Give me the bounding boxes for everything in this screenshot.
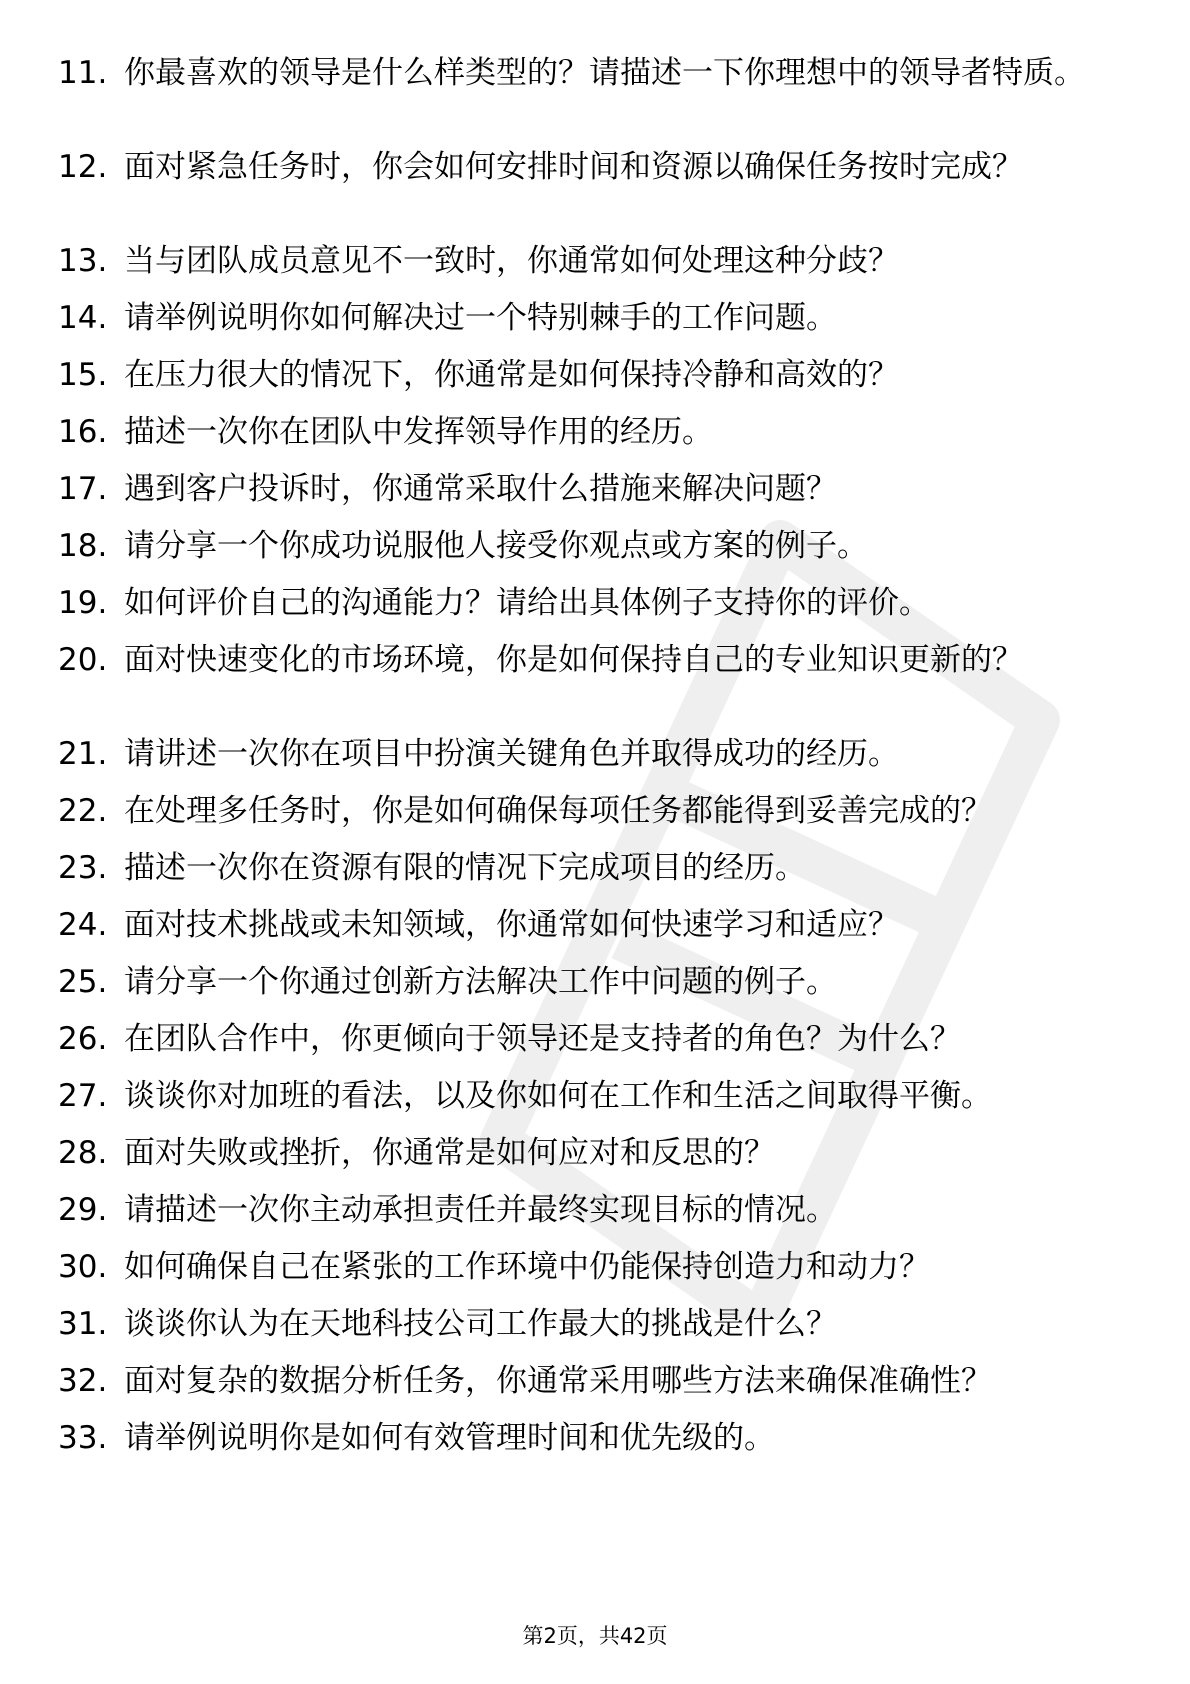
question-text: 在压力很大的情况下，你通常是如何保持冷静和高效的？ xyxy=(124,357,899,393)
question-number: 15. xyxy=(58,357,108,393)
question-text: 在团队合作中，你更倾向于领导还是支持者的角色？为什么？ xyxy=(124,1021,961,1057)
question-item xyxy=(58,1132,1128,1175)
question-item xyxy=(58,1303,1128,1346)
page-number-footer: 第2页，共42页 xyxy=(522,1624,668,1648)
question-item xyxy=(58,1018,1128,1061)
question-number: 18. xyxy=(58,528,108,564)
question-item xyxy=(58,847,1128,890)
question-text: 面对失败或挫折，你通常是如何应对和反思的？ xyxy=(124,1135,775,1171)
question-text: 面对快速变化的市场环境，你是如何保持自己的专业知识更新的？ xyxy=(124,642,1023,678)
question-number: 32. xyxy=(58,1363,108,1399)
question-text: 请描述一次你主动承担责任并最终实现目标的情况。 xyxy=(124,1192,837,1228)
question-number: 12. xyxy=(58,149,108,185)
question-text: 面对紧急任务时，你会如何安排时间和资源以确保任务按时完成？ xyxy=(124,149,1023,185)
question-text: 请举例说明你如何解决过一个特别棘手的工作问题。 xyxy=(124,300,837,336)
question-number: 26. xyxy=(58,1021,108,1057)
question-item xyxy=(58,1246,1128,1289)
question-item xyxy=(58,961,1128,1004)
question-text: 在处理多任务时，你是如何确保每项任务都能得到妥善完成的？ xyxy=(124,793,992,829)
question-text: 遇到客户投诉时，你通常采取什么措施来解决问题？ xyxy=(124,471,837,507)
question-text: 当与团队成员意见不一致时，你通常如何处理这种分歧？ xyxy=(124,243,899,279)
question-number: 24. xyxy=(58,907,108,943)
question-text: 面对复杂的数据分析任务，你通常采用哪些方法来确保准确性？ xyxy=(124,1363,992,1399)
question-text: 谈谈你认为在天地科技公司工作最大的挑战是什么？ xyxy=(124,1306,837,1342)
question-item xyxy=(58,1417,1128,1460)
question-item xyxy=(58,240,1128,283)
question-item xyxy=(58,582,1128,625)
question-number: 25. xyxy=(58,964,108,1000)
question-item xyxy=(58,733,1128,776)
question-item xyxy=(58,411,1128,454)
question-number: 20. xyxy=(58,642,108,678)
question-item xyxy=(58,297,1128,340)
question-number: 31. xyxy=(58,1306,108,1342)
question-number: 30. xyxy=(58,1249,108,1285)
question-number: 21. xyxy=(58,736,108,772)
question-text: 面对技术挑战或未知领域，你通常如何快速学习和适应？ xyxy=(124,907,899,943)
question-text: 描述一次你在团队中发挥领导作用的经历。 xyxy=(124,414,713,450)
question-item xyxy=(58,639,1128,682)
question-item xyxy=(58,1360,1128,1403)
question-number: 17. xyxy=(58,471,108,507)
question-item xyxy=(58,52,1128,95)
question-item xyxy=(58,468,1128,511)
question-text: 描述一次你在资源有限的情况下完成项目的经历。 xyxy=(124,850,806,886)
question-number: 11. xyxy=(58,55,108,91)
question-text: 如何评价自己的沟通能力？请给出具体例子支持你的评价。 xyxy=(124,585,930,621)
question-item xyxy=(58,354,1128,397)
question-number: 19. xyxy=(58,585,108,621)
question-item xyxy=(58,790,1128,833)
question-text: 如何确保自己在紧张的工作环境中仍能保持创造力和动力？ xyxy=(124,1249,930,1285)
question-text: 请分享一个你通过创新方法解决工作中问题的例子。 xyxy=(124,964,837,1000)
question-number: 23. xyxy=(58,850,108,886)
question-text: 谈谈你对加班的看法，以及你如何在工作和生活之间取得平衡。 xyxy=(124,1078,992,1114)
question-item xyxy=(58,904,1128,947)
question-number: 13. xyxy=(58,243,108,279)
question-item xyxy=(58,1189,1128,1232)
question-number: 28. xyxy=(58,1135,108,1171)
question-number: 22. xyxy=(58,793,108,829)
question-text: 你最喜欢的领导是什么样类型的？请描述一下你理想中的领导者特质。 xyxy=(124,55,1085,91)
question-text: 请讲述一次你在项目中扮演关键角色并取得成功的经历。 xyxy=(124,736,899,772)
question-number: 14. xyxy=(58,300,108,336)
question-item xyxy=(58,1075,1128,1118)
question-item xyxy=(58,146,1128,189)
question-number: 16. xyxy=(58,414,108,450)
question-number: 29. xyxy=(58,1192,108,1228)
question-number: 27. xyxy=(58,1078,108,1114)
question-text: 请分享一个你成功说服他人接受你观点或方案的例子。 xyxy=(124,528,868,564)
question-item xyxy=(58,525,1128,568)
question-text: 请举例说明你是如何有效管理时间和优先级的。 xyxy=(124,1420,775,1456)
question-number: 33. xyxy=(58,1420,108,1456)
